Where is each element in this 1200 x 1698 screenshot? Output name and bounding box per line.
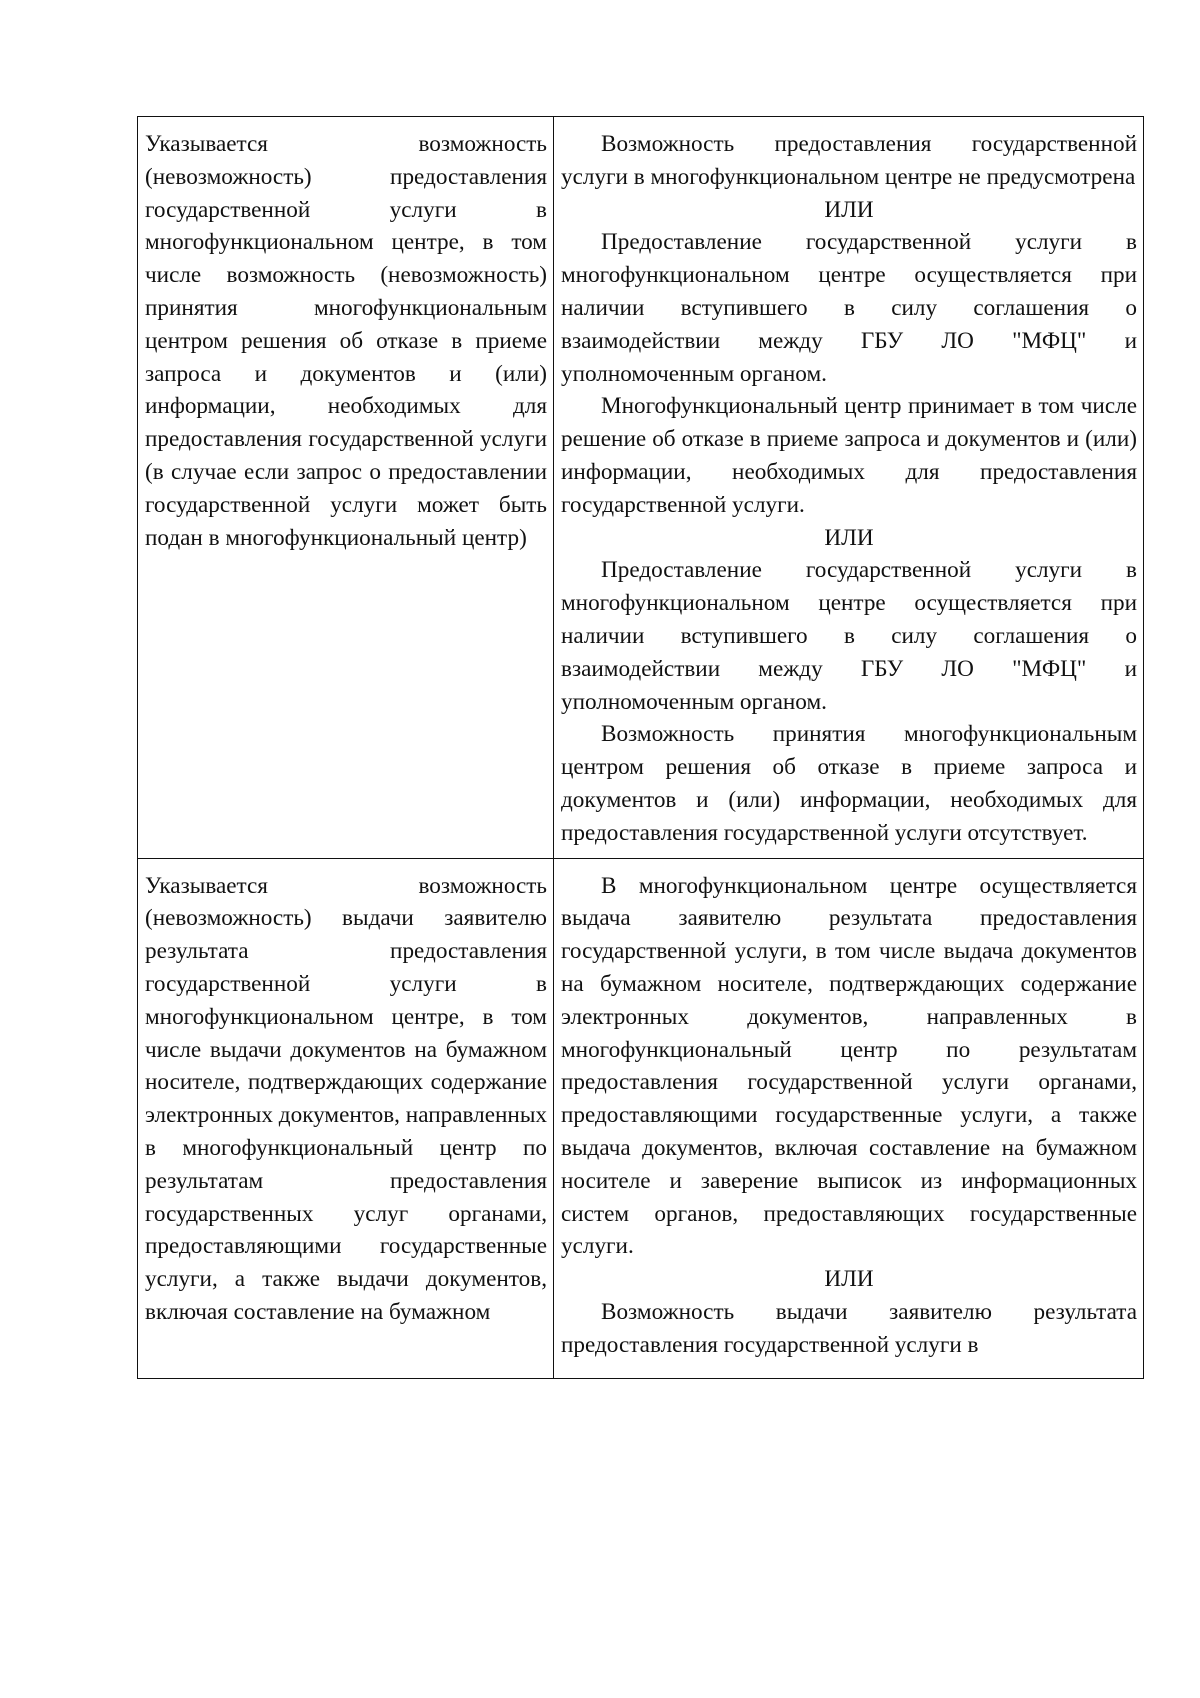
variant-paragraph: Предоставление государственной услуги в многофункциональном центре осуществляется при наличии вступившего в силу соглашения о взаимодействии между ГБУ ЛО "МФЦ" и уполномоченным органом.: [561, 557, 1137, 715]
variants-cell: [554, 117, 1144, 859]
criterion-text: Указывается возможность (невозможность) предоставления государственной услуги в многофункциональном центре, в том числе возможность (невозможность) принятия многофункциональным центром решения об отказе в приеме запроса и документов и (или) информации, необходимых для предоставления государственной услуги (в случае если запрос о предоставлении государственной услуги может быть подан в многофункциональный центр): [145, 131, 547, 551]
variant-paragraph: Возможность выдачи заявителю результата предоставления государственной услуги в: [561, 1298, 1137, 1358]
variant-paragraph: В многофункциональном центре осуществляется выдача заявителю результата предоставления государственной услуги, в том числе выдача документов на бумажном носителе, подтверждающих содержание электронных документов, направленных в многофункциональный центр по результатам предоставления государственной услуги органами, предоставляющими государственные услуги, а также выдача документов, включая составление на бумажном носителе и заверение выписок из информационных систем органов, предоставляющих государственные услуги.: [561, 872, 1137, 1260]
variant-paragraph: Многофункциональный центр принимает в том числе решение об отказе в приеме запроса и документов и (или) информации, необходимых для предоставления государственной услуги.: [561, 393, 1137, 518]
variants-cell: [554, 858, 1144, 1378]
criterion-text: Указывается возможность (невозможность) выдачи заявителю результата предоставления государственной услуги в многофункциональном центре, в том числе выдачи документов на бумажном носителе, подтверждающих содержание электронных документов, направленных в многофункциональный центр по результатам предоставления государственных услуг органами, предоставляющими государственные услуги, а также выдачи документов, включая составление на бумажном: [145, 872, 547, 1325]
variant-paragraph: Возможность принятия многофункциональным центром решения об отказе в приеме запроса и документов и (или) информации, необходимых для предоставления государственной услуги отсутствует.: [561, 721, 1137, 846]
criterion-cell: [138, 117, 554, 859]
table-row: [138, 117, 1144, 859]
variant-paragraph: Предоставление государственной услуги в многофункциональном центре осуществляется при наличии вступившего в силу соглашения о взаимодействии между ГБУ ЛО "МФЦ" и уполномоченным органом.: [561, 229, 1137, 387]
table-row: [138, 858, 1144, 1378]
document-table: [137, 116, 1144, 1379]
criterion-cell: [138, 858, 554, 1378]
or-separator: ИЛИ: [824, 196, 874, 223]
or-separator: ИЛИ: [824, 524, 874, 551]
or-separator: ИЛИ: [824, 1266, 874, 1293]
variant-paragraph: Возможность предоставления государственной услуги в многофункциональном центре не предусмотрена: [561, 131, 1137, 190]
